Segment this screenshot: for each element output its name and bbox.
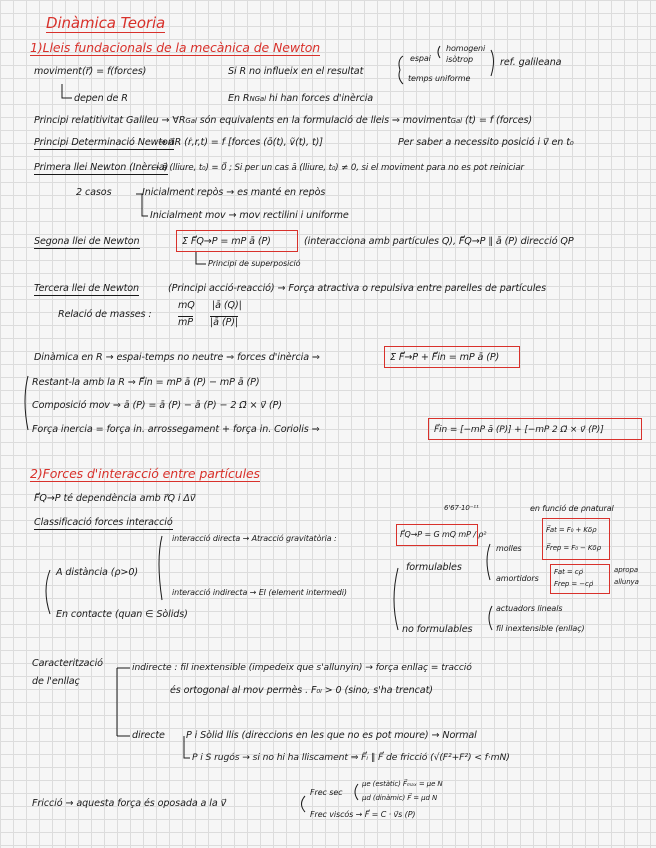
rngal-line: Dinàmica en R → espai-temps no neutre ⇒ forces d'inèrcia ⇒ — [34, 352, 320, 363]
arrow-stroke — [62, 84, 72, 98]
accel-p: |ā (P)| — [210, 317, 238, 328]
espai-label: espai — [410, 54, 431, 63]
amortidor-eq-1: Fat = cρ̇ — [554, 568, 583, 576]
molla-box — [542, 518, 610, 560]
distancia-label: A distància (ρ>0) — [56, 567, 138, 578]
forca-inercia-eq: F⃗in = [−mP ā (P)] + [−mP 2 Ω⃗ × v⃗ (P)] — [434, 425, 604, 435]
mass-p: mP — [178, 317, 193, 328]
brace-stroke — [491, 50, 494, 76]
grav-eq: F⃗Q→P = G mQ mP / ρ² — [400, 530, 487, 539]
si-r-text: Si R no influeix en el resultat — [228, 66, 364, 77]
cas-1: Inicialment repòs → es manté en repòs — [142, 187, 326, 198]
classificacio-label: Classificació forces interacció — [34, 517, 173, 528]
formulables-label: formulables — [406, 562, 462, 573]
ortogonal-line: és ortogonal al mov permès . F₀ₗ > 0 (sino, s'ha trencat) — [170, 685, 433, 696]
no-formulables-label: no formulables — [402, 624, 473, 635]
tercera-llei-text: (Principi acció-reacció) → Força atractiva o repulsiva entre parelles de partícules — [168, 283, 546, 294]
restant-line: Restant-la amb la R ⇒ F⃗in = mP ā (P) − mP ā (P) — [32, 377, 260, 388]
brace-stroke — [487, 544, 490, 580]
temps-label: temps uniforme — [408, 74, 471, 83]
rngal-text: En RNGal hi han forces d'inèrcia — [228, 93, 374, 104]
brace-stroke — [355, 784, 358, 800]
primera-llei-eq: → ā (lliure, t₀) = 0⃗ ; Si per un cas ā (lliure, t₀) ≠ 0, si el moviment para no es pot reiniciar — [152, 163, 524, 173]
segona-llei-tail: (interacciona amb partícules Q), F⃗Q→P ∥ ā (P) direcció QP — [304, 236, 574, 247]
primera-llei-label: Primera llei Newton (Inèrcia) — [34, 162, 169, 173]
brace-stroke — [438, 46, 440, 58]
principi-determinacio-label: Principi Determinació Newton — [34, 137, 174, 148]
friccio-line: Fricció → aquesta força és oposada a la v⃗ — [32, 798, 227, 809]
rngal-eq: Σ F⃗→P + F⃗in = mP ā (P) — [390, 352, 500, 363]
allunya-label: allunya — [614, 578, 639, 586]
superposicio-label: Principi de superposició — [208, 259, 301, 268]
section-2-heading: 2)Forces d'interacció entre partícules — [30, 466, 260, 481]
frec-sec-label: Frec sec — [310, 788, 343, 797]
movement-label: moviment — [34, 66, 82, 77]
casos-label: 2 casos — [76, 187, 112, 198]
brace-stroke — [399, 56, 403, 84]
solid-rugos-line: P i S rugós → si no hi ha lliscament ⇒ F⃗ᵢ ∥ F⃗ de fricció (√(F²+F²) < f·mN) — [192, 752, 510, 763]
enllac-label: de l'enllaç — [32, 676, 80, 687]
molla-eq-1: F⃗at = F₀ + Kδρ — [546, 526, 597, 534]
accel-q: |ā (Q)| — [212, 300, 242, 311]
section-1-heading: 1)Lleis fundacionals de la mecànica de Newton — [30, 40, 321, 55]
estatic-line: μe (estàtic) F⃗ₘₐₓ = μe N — [362, 780, 443, 788]
principi-determinacio-tail: Per saber a necessito posició i v⃗ en t₀ — [398, 137, 574, 148]
segona-llei-eq: Σ F⃗Q→P = mP ā (P) — [182, 236, 271, 247]
dinamic-line: μd (dinàmic) F⃗ = μd N — [362, 794, 438, 802]
cas-2: Inicialment mov → mov rectilini i uniforme — [150, 210, 349, 221]
directa-label: interacció directa → Atracció gravitatòria : — [172, 534, 337, 543]
homogeni-label: homogeni — [446, 44, 486, 53]
movement-eq: (r⃗) = f(forces) — [82, 66, 147, 77]
brace-stroke — [159, 536, 162, 600]
directe-label: directe — [132, 730, 165, 741]
brace-stroke — [394, 568, 398, 630]
masses-label: Relació de masses : — [58, 309, 152, 320]
segona-llei-label: Segona llei de Newton — [34, 236, 140, 247]
g-constant: 6'67·10⁻¹¹ — [444, 504, 479, 512]
molla-eq-2: F⃗rep = F₀ − Kδρ — [546, 544, 601, 552]
forca-inercia-line: Força inercia = força in. arrossegament + força in. Coriolis ⇒ — [32, 424, 320, 435]
solid-llis-line: P i Sòlid llis (direccions en les que no es pot moure) → Normal — [186, 730, 477, 741]
molles-label: molles — [496, 544, 522, 553]
frec-visc-line: Frec viscós → F⃗ = C · v⃗s (P) — [310, 810, 416, 819]
dependencia-line: F⃗Q→P té dependència amb r⃗Q i Δv⃗ — [34, 493, 196, 504]
funcio-label: en funció de ρnatural — [530, 504, 614, 513]
contacte-label: En contacte (quan ∈ Sòlids) — [56, 609, 188, 620]
brace-stroke — [46, 570, 50, 614]
composicio-line: Composició mov ⇒ ā (P) = ā (P) − ā (P) − 2 Ω⃗ × v⃗ (P) — [32, 400, 282, 411]
tercera-llei-label: Tercera llei de Newton — [34, 283, 139, 294]
apropa-label: apropa — [614, 566, 639, 574]
caracteritzacio-label: Caracterització — [32, 658, 103, 669]
mass-q: mQ — [178, 300, 195, 311]
amortidors-label: amortidors — [496, 574, 539, 583]
isotrop-label: isòtrop — [446, 55, 473, 64]
brace-stroke — [302, 796, 306, 812]
arrow-stroke — [196, 252, 206, 264]
indirecte-line: indirecte : fil inextensible (impedeix que s'allunyin) → força enllaç = tracció — [132, 662, 472, 673]
ref-galileana-label: ref. galileana — [500, 57, 562, 68]
fil-label: fil inextensible (enllaç) — [496, 624, 585, 633]
principi-determinacio-eq: → a⃗R (ṙ,r,t) = f [forces (ō(t), ṽ(t), t)] — [158, 137, 323, 148]
depen-label: depen de R — [74, 93, 128, 104]
page-title: Dinàmica Teoria — [46, 14, 166, 32]
brace-stroke — [25, 376, 28, 430]
principi-relativitat: Principi relatitivitat Galileu → ∀RGal són equivalents en la formulació de lleis ⇒ movimentGal (t) = f (forces) — [34, 115, 533, 126]
brace-stroke — [489, 606, 492, 630]
amortidor-eq-2: Frep = −cρ̇ — [554, 580, 594, 588]
indirecta-label: interacció indirecta → EI (element intermedi) — [172, 588, 347, 597]
actuadors-label: actuadors lineals — [496, 604, 563, 613]
